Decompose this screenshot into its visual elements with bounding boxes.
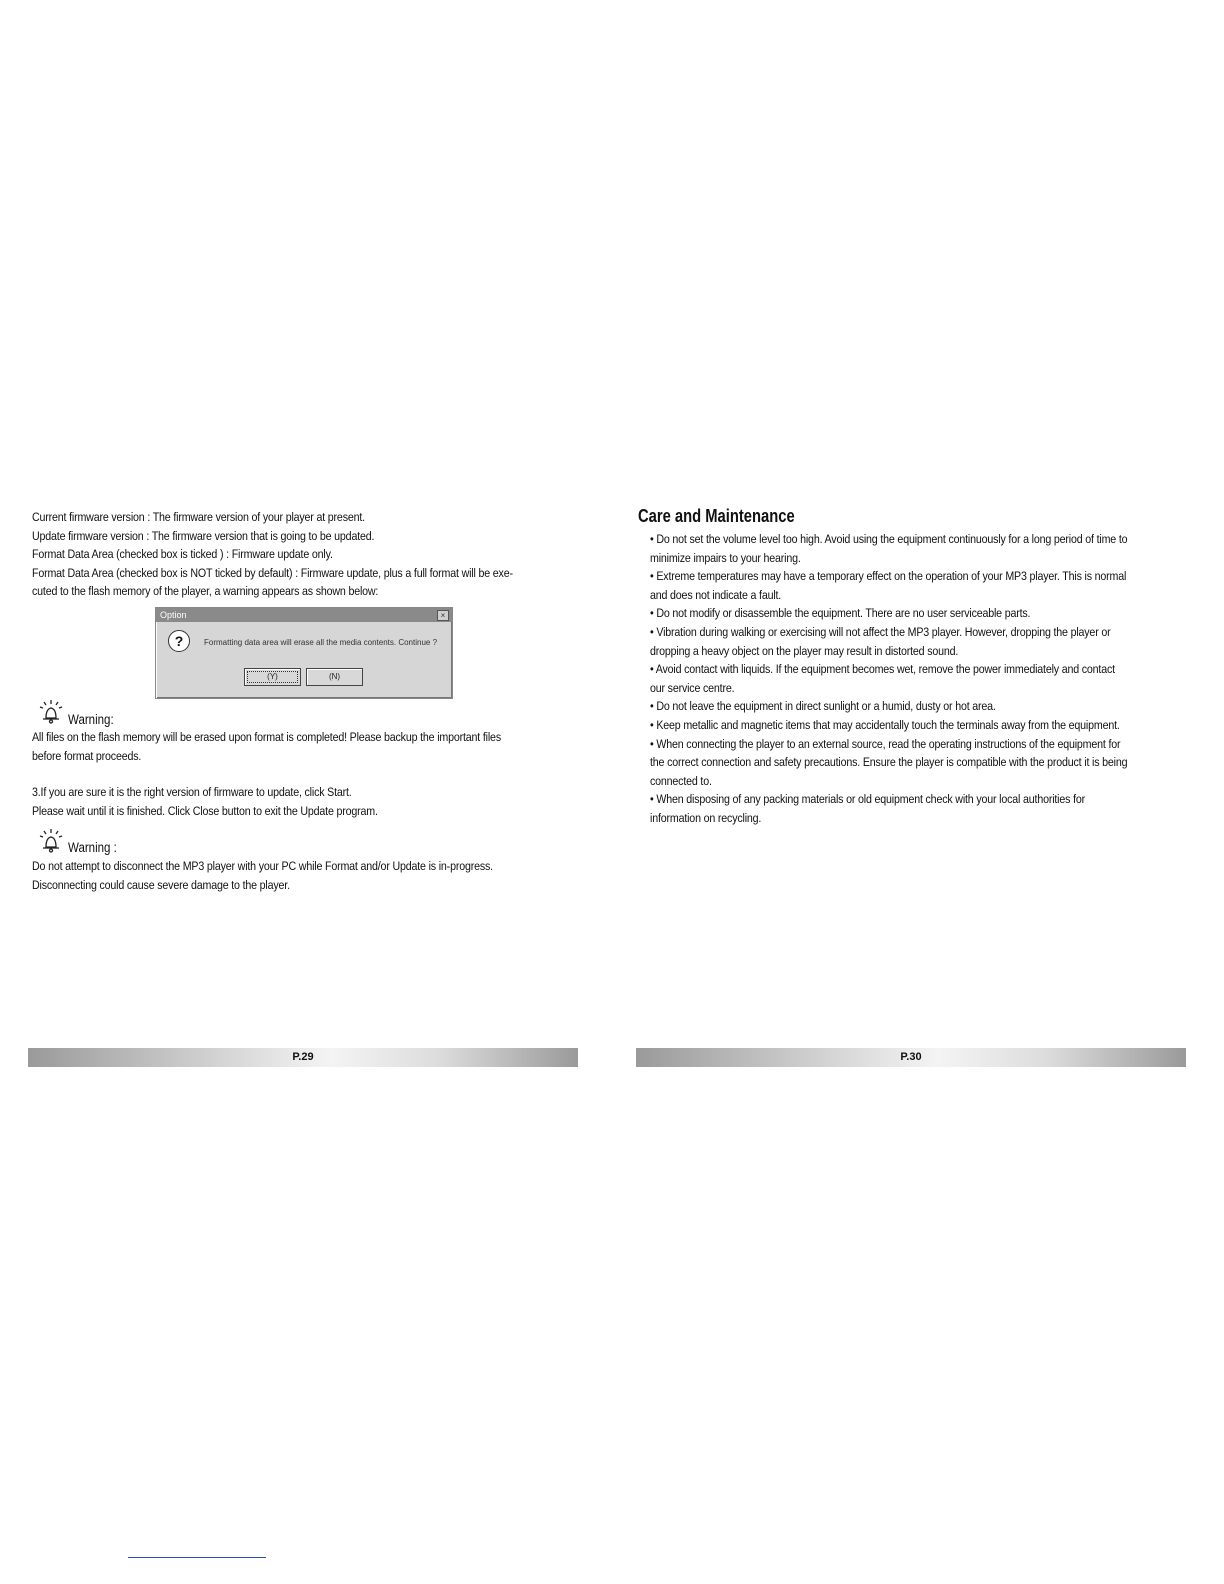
- intro-line: cuted to the flash memory of the player, a warning appears as shown below:: [32, 584, 379, 599]
- intro-line: Current firmware version : The firmware version of your player at present.: [32, 510, 365, 524]
- bullet-line: • Do not leave the equipment in direct sunlight or a humid, dusty or hot area.: [650, 699, 996, 714]
- bullet-line: • Vibration during walking or exercising will not affect the MP3 player. However, dropping the player or: [650, 624, 1111, 639]
- warning-line: Disconnecting could cause severe damage to the player.: [32, 877, 290, 892]
- care-bullet-list: [650, 530, 1205, 828]
- bullet-line: • Do not modify or disassemble the equipment. There are no user serviceable parts.: [650, 606, 1031, 621]
- bullet-line: information on recycling.: [650, 810, 762, 825]
- option-dialog-screenshot: [155, 607, 453, 699]
- dialog-titlebar: [156, 608, 452, 622]
- no-button[interactable]: (N): [306, 668, 363, 686]
- yes-button[interactable]: (Y): [244, 668, 301, 686]
- firmware-intro: [32, 508, 591, 601]
- warning-line: Do not attempt to disconnect the MP3 player with your PC while Format and/or Update is in-progress.: [32, 859, 493, 873]
- bullet-line: • Extreme temperatures may have a temporary effect on the operation of your MP3 player. This is normal: [650, 569, 1127, 584]
- bullet-line: • Do not set the volume level too high. Avoid using the equipment continuously for a long period of time to: [650, 532, 1128, 546]
- bullet-line: • Keep metallic and magnetic items that may accidentally touch the terminals away from the equipment.: [650, 717, 1120, 732]
- warning-label: Warning :: [68, 840, 117, 855]
- bell-warning-icon: [38, 699, 64, 725]
- warning-line: before format proceeds.: [32, 748, 142, 763]
- step-3-text: [32, 783, 434, 820]
- warning-line: All files on the flash memory will be erased upon format is completed! Please backup the important files: [32, 730, 501, 744]
- bell-warning-icon: [38, 828, 64, 854]
- intro-line: Format Data Area (checked box is NOT ticked by default) : Firmware update, plus a full format will be exe-: [32, 565, 513, 580]
- bottom-underline: [128, 1557, 266, 1558]
- dialog-message: Formatting data area will erase all the media contents. Continue ?: [204, 638, 438, 647]
- dialog-title: Option: [160, 610, 187, 620]
- bullet-line: the correct connection and safety precautions. Ensure the player is compatible with the product it is being: [650, 755, 1128, 770]
- page-number: P.29: [292, 1051, 314, 1063]
- bullet-line: • When disposing of any packing materials or old equipment check with your local authorities for: [650, 792, 1085, 807]
- bullet-line: dropping a heavy object on the player may result in distorted sound.: [650, 643, 959, 658]
- warning-label: Warning:: [68, 712, 114, 727]
- care-maintenance-heading: Care and Maintenance: [638, 506, 795, 526]
- step-line: Please wait until it is finished. Click Close button to exit the Update program.: [32, 803, 378, 818]
- close-icon[interactable]: ×: [437, 610, 449, 621]
- page-footer-bar-left: [28, 1048, 578, 1067]
- warning-disconnect-text: [32, 857, 568, 894]
- bullet-line: minimize impairs to your hearing.: [650, 550, 801, 565]
- intro-line: Update firmware version : The firmware version that is going to be updated.: [32, 528, 375, 543]
- page-number: P.30: [900, 1051, 922, 1063]
- bullet-line: connected to.: [650, 773, 712, 788]
- bullet-line: • Avoid contact with liquids. If the equipment becomes wet, remove the power immediately and contact: [650, 662, 1115, 677]
- step-line: 3.If you are sure it is the right version of firmware to update, click Start.: [32, 785, 352, 799]
- question-icon: ?: [168, 630, 190, 652]
- intro-line: Format Data Area (checked box is ticked ) : Firmware update only.: [32, 547, 333, 562]
- warning-erase-text: [32, 728, 577, 765]
- bullet-line: • When connecting the player to an external source, read the operating instructions of the equipment for: [650, 736, 1121, 751]
- page-footer-bar-right: [636, 1048, 1186, 1067]
- bullet-line: and does not indicate a fault.: [650, 587, 782, 602]
- bullet-line: our service centre.: [650, 680, 735, 695]
